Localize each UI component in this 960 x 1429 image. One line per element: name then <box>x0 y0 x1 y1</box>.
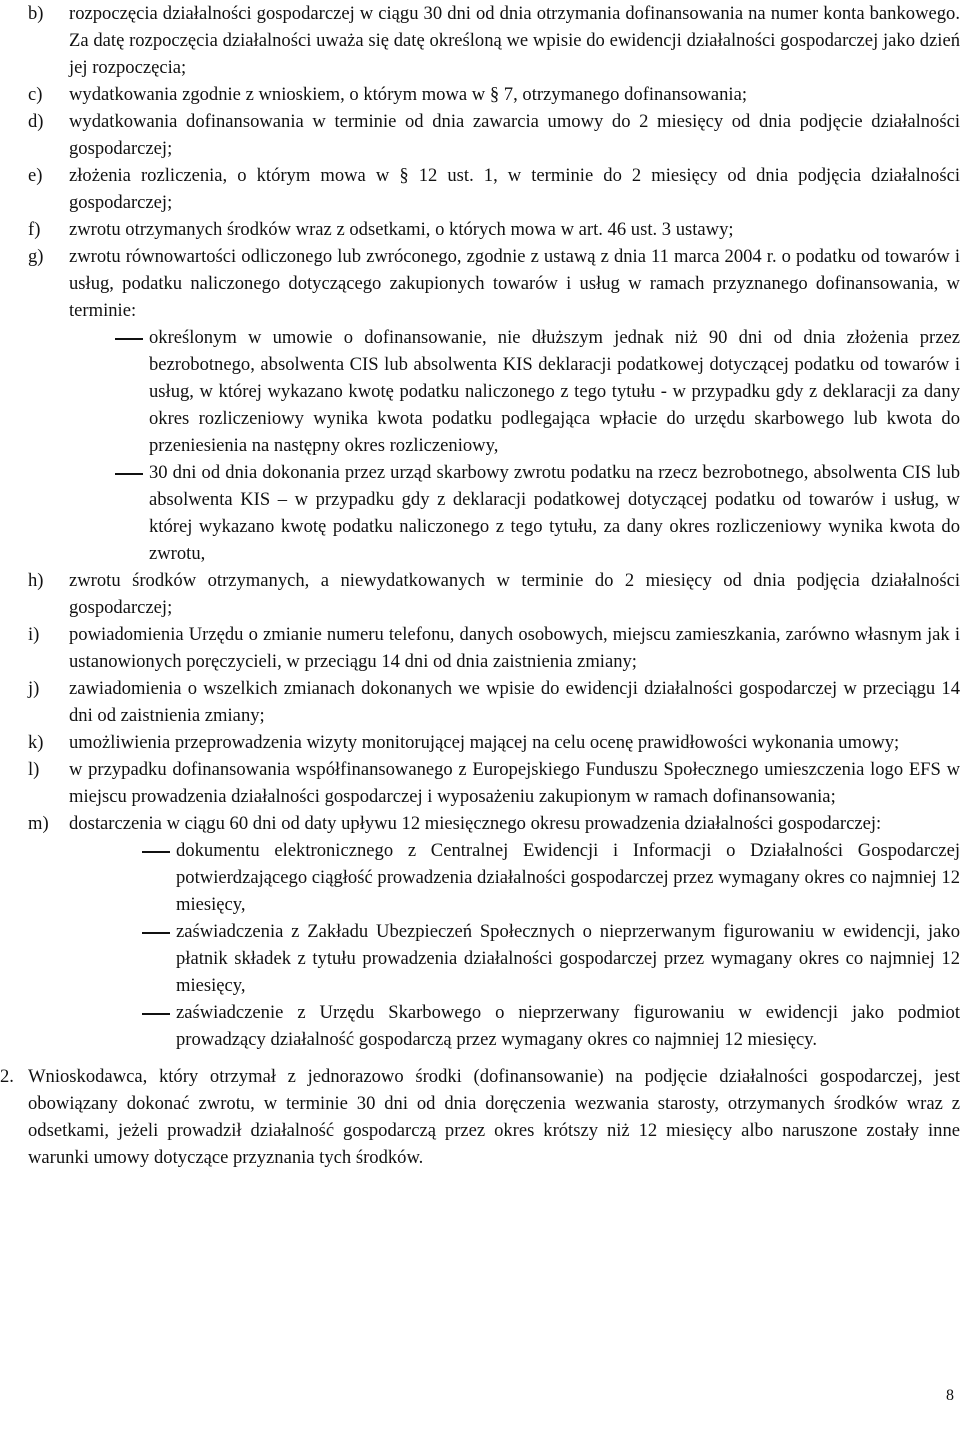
dash-bullet <box>136 999 176 1026</box>
item-label: k) <box>28 732 44 753</box>
sublist-item-text: dokumentu elektronicznego z Centralnej Ewidencji i Informacji o Działalności Gospodarczej potwierdzającego ciągłość prowadzenia działalności gospodarczej przez wymagany okres co najmniej 12 miesięcy, <box>176 840 960 915</box>
dash-bullet <box>109 459 149 486</box>
paragraph-2 <box>0 1063 960 1171</box>
item-label: g) <box>28 246 44 267</box>
item-label: j) <box>28 678 40 699</box>
list-item-d <box>28 108 960 162</box>
item-label: c) <box>28 84 43 105</box>
item-label: l) <box>28 759 40 780</box>
dash-bullet <box>109 324 149 351</box>
page-number: 8 <box>946 1387 954 1404</box>
dash-bullet <box>136 918 176 945</box>
paragraph-number: 2. <box>0 1066 14 1087</box>
item-text: zwrotu środków otrzymanych, a niewydatkowanych w terminie do 2 miesięcy od dnia podjęcia działalności gospodarczej; <box>69 570 960 618</box>
sublist-item-text: zaświadczenia z Zakładu Ubezpieczeń Społecznych o nieprzerwanym figurowaniu w ewidencji, jako płatnik składek z tytułu prowadzenia działalności gospodarczej przez wymagany okres co najmniej 12 miesięcy, <box>176 921 960 996</box>
list-item-c <box>28 81 960 108</box>
item-text: w przypadku dofinansowania współfinansowanego z Europejskiego Funduszu Społecznego umieszczenia logo EFS w miejscu prowadzenia działalności gospodarczej i wyposażeniu zakupionym w ramach dofinansowania; <box>69 759 960 807</box>
list-item-k <box>28 729 960 756</box>
item-label: m) <box>28 813 49 834</box>
list-item-m <box>28 810 960 837</box>
item-text: dostarczenia w ciągu 60 dni od daty upływu 12 miesięcznego okresu prowadzenia działalności gospodarczej: <box>69 813 882 834</box>
list-item-b <box>28 0 960 81</box>
item-text: zawiadomienia o wszelkich zmianach dokonanych we wpisie do ewidencji działalności gospodarczej w przeciągu 14 dni od zaistnienia zmiany; <box>69 678 960 726</box>
item-text: zwrotu otrzymanych środków wraz z odsetkami, o których mowa w art. 46 ust. 3 ustawy; <box>69 219 734 240</box>
item-text: rozpoczęcia działalności gospodarczej w ciągu 30 dni od dnia otrzymania dofinansowania na numer konta bankowego. Za datę rozpoczęcia działalności uważa się datę określoną we wpisie do ewidencji działalności gospodarczej jako dzień jej rozpoczęcia; <box>69 3 960 78</box>
sublist-item-text: określonym w umowie o dofinansowanie, nie dłuższym jednak niż 90 dni od dnia złożenia przez bezrobotnego, absolwenta CIS lub absolwenta KIS deklaracji podatkowej dotyczącej podatku od towarów i usług, w której wykazano kwotę podatku naliczonego z tego tytułu - w przypadku gdy z deklaracji za dany okres rozliczeniowy wynika kwota podatku podlegająca wpłacie do urzędu skarbowego lub kwota do przeniesienia na następny okres rozliczeniowy, <box>149 327 960 456</box>
list-item-l <box>28 756 960 810</box>
item-label: d) <box>28 111 44 132</box>
item-text: zwrotu równowartości odliczonego lub zwróconego, zgodnie z ustawą z dnia 11 marca 2004 r. o podatku od towarów i usług, podatku naliczonego dotyczącego zakupionych towarów i usług w ramach przyznanego dofinansowania, w terminie: <box>69 246 960 321</box>
sublist-item <box>109 324 960 459</box>
item-label: b) <box>28 3 44 24</box>
item-label: i) <box>28 624 40 645</box>
item-label: h) <box>28 570 44 591</box>
list-item-g <box>28 243 960 324</box>
item-text: złożenia rozliczenia, o którym mowa w § 12 ust. 1, w terminie do 2 miesięcy od dnia podjęcia działalności gospodarczej; <box>69 165 960 213</box>
list-item-j <box>28 675 960 729</box>
sublist-item <box>136 918 960 999</box>
list-item-h <box>28 567 960 621</box>
list-item-i <box>28 621 960 675</box>
paragraph-text: Wnioskodawca, który otrzymał z jednorazowo środki (dofinansowanie) na podjęcie działalności gospodarczej, jest obowiązany dokonać zwrotu, w terminie 30 dni od dnia doręczenia wezwania starosty, otrzymanych środków wraz z odsetkami, jeżeli prowadził działalność gospodarczą przez okres krótszy niż 12 miesięcy albo naruszone zostały inne warunki umowy dotyczące przyznania tych środków. <box>28 1066 960 1168</box>
list-item-e <box>28 162 960 216</box>
item-text: umożliwienia przeprowadzenia wizyty monitorującej mającej na celu ocenę prawidłowości wykonania umowy; <box>69 732 900 753</box>
list-item-f <box>28 216 960 243</box>
sublist-item <box>109 459 960 567</box>
sublist-item-text: zaświadczenie z Urzędu Skarbowego o nieprzerwany figurowaniu w ewidencji jako podmiot prowadzący działalność gospodarczą przez wymagany okres co najmniej 12 miesięcy. <box>176 1002 960 1050</box>
item-text: powiadomienia Urzędu o zmianie numeru telefonu, danych osobowych, miejscu zamieszkania, zarówno własnym jak i ustanowionych poręczycieli, w przeciągu 14 dni od dnia zaistnienia zmiany; <box>69 624 960 672</box>
item-text: wydatkowania zgodnie z wnioskiem, o którym mowa w § 7, otrzymanego dofinansowania; <box>69 84 747 105</box>
item-m-sublist <box>136 837 960 1053</box>
item-label: f) <box>28 219 41 240</box>
item-label: e) <box>28 165 43 186</box>
sublist-item <box>136 999 960 1053</box>
item-text: wydatkowania dofinansowania w terminie od dnia zawarcia umowy do 2 miesięcy od dnia podjęcie działalności gospodarczej; <box>69 111 960 159</box>
dash-bullet <box>136 837 176 864</box>
sublist-item <box>136 837 960 918</box>
sublist-item-text: 30 dni od dnia dokonania przez urząd skarbowy zwrotu podatku na rzecz bezrobotnego, absolwenta CIS lub absolwenta KIS – w przypadku gdy z deklaracji podatkowej dotyczącej podatku od towarów i usług, w której wykazano kwotę podatku naliczonego z tego tytułu, za dany okres rozliczeniowy wynika kwota do zwrotu, <box>149 462 960 564</box>
item-g-sublist <box>109 324 960 567</box>
